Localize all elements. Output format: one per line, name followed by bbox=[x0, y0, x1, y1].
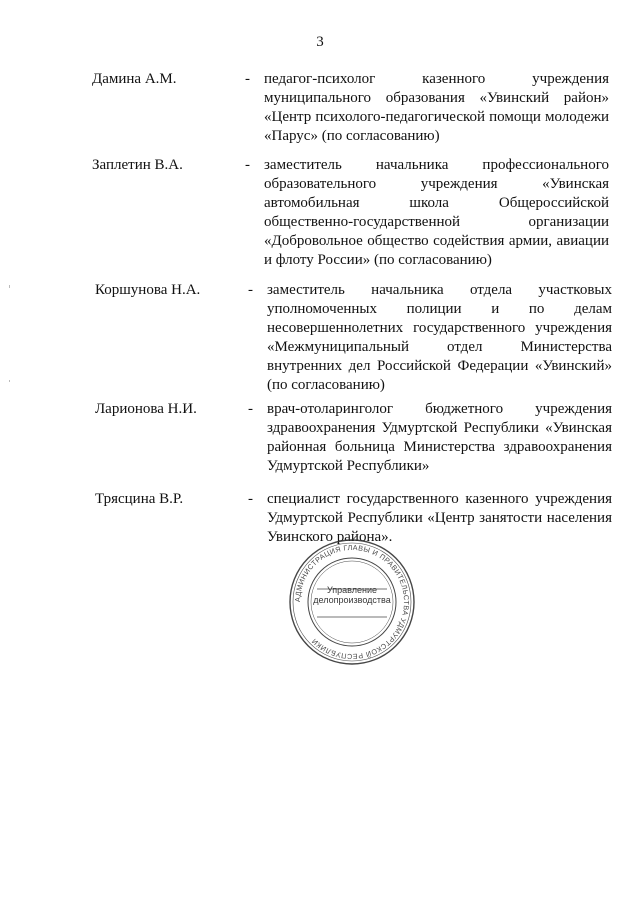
stamp-label: Управление делопроизводства bbox=[313, 585, 391, 605]
scan-artifact bbox=[9, 380, 10, 382]
separator-dash: - bbox=[248, 282, 253, 298]
official-stamp bbox=[287, 537, 417, 667]
member-position: заместитель начальника профессионального образовательного учреждения «Увинская автомобильная школа Общероссийской общественно-государственной организации «Добровольное общество содействия армии, авиации и флоту России» (по согласованию) bbox=[264, 157, 609, 268]
stamp-ring-text: АДМИНИСТРАЦИЯ ГЛАВЫ И ПРАВИТЕЛЬСТВА УДМУРТСКОЙ РЕСПУБЛИКИ bbox=[292, 542, 412, 662]
member-position: специалист государственного казенного учреждения Удмуртской Республики «Центр занятости населения Увинского района». bbox=[267, 491, 612, 545]
member-name: Ларионова Н.И. bbox=[95, 401, 197, 417]
page-number: 3 bbox=[316, 34, 324, 50]
member-position: педагог-психолог казенного учреждения муниципального образования «Увинский район» «Центр психолого-педагогической помощи молодежи «Парус» (по согласованию) bbox=[264, 71, 609, 144]
separator-dash: - bbox=[245, 157, 250, 173]
separator-dash: - bbox=[245, 71, 250, 87]
separator-dash: - bbox=[248, 491, 253, 507]
scan-artifact bbox=[9, 285, 10, 288]
member-name: Дамина А.М. bbox=[92, 71, 177, 87]
member-position: врач-отоларинголог бюджетного учреждения здравоохранения Удмуртской Республики «Увинская районная больница Министерства здравоохранения Удмуртской Республики» bbox=[267, 401, 612, 474]
member-position: заместитель начальника отдела участковых уполномоченных полиции и по делам несовершеннолетних государственного учреждения «Межмуниципальный отдел Министерства внутренних дел Российской Федерации «Увинский» (по согласованию) bbox=[267, 282, 612, 393]
separator-dash: - bbox=[248, 401, 253, 417]
member-name: Коршунова Н.А. bbox=[95, 282, 201, 298]
member-name: Заплетин В.А. bbox=[92, 157, 183, 173]
member-name: Трясцина В.Р. bbox=[95, 491, 184, 507]
